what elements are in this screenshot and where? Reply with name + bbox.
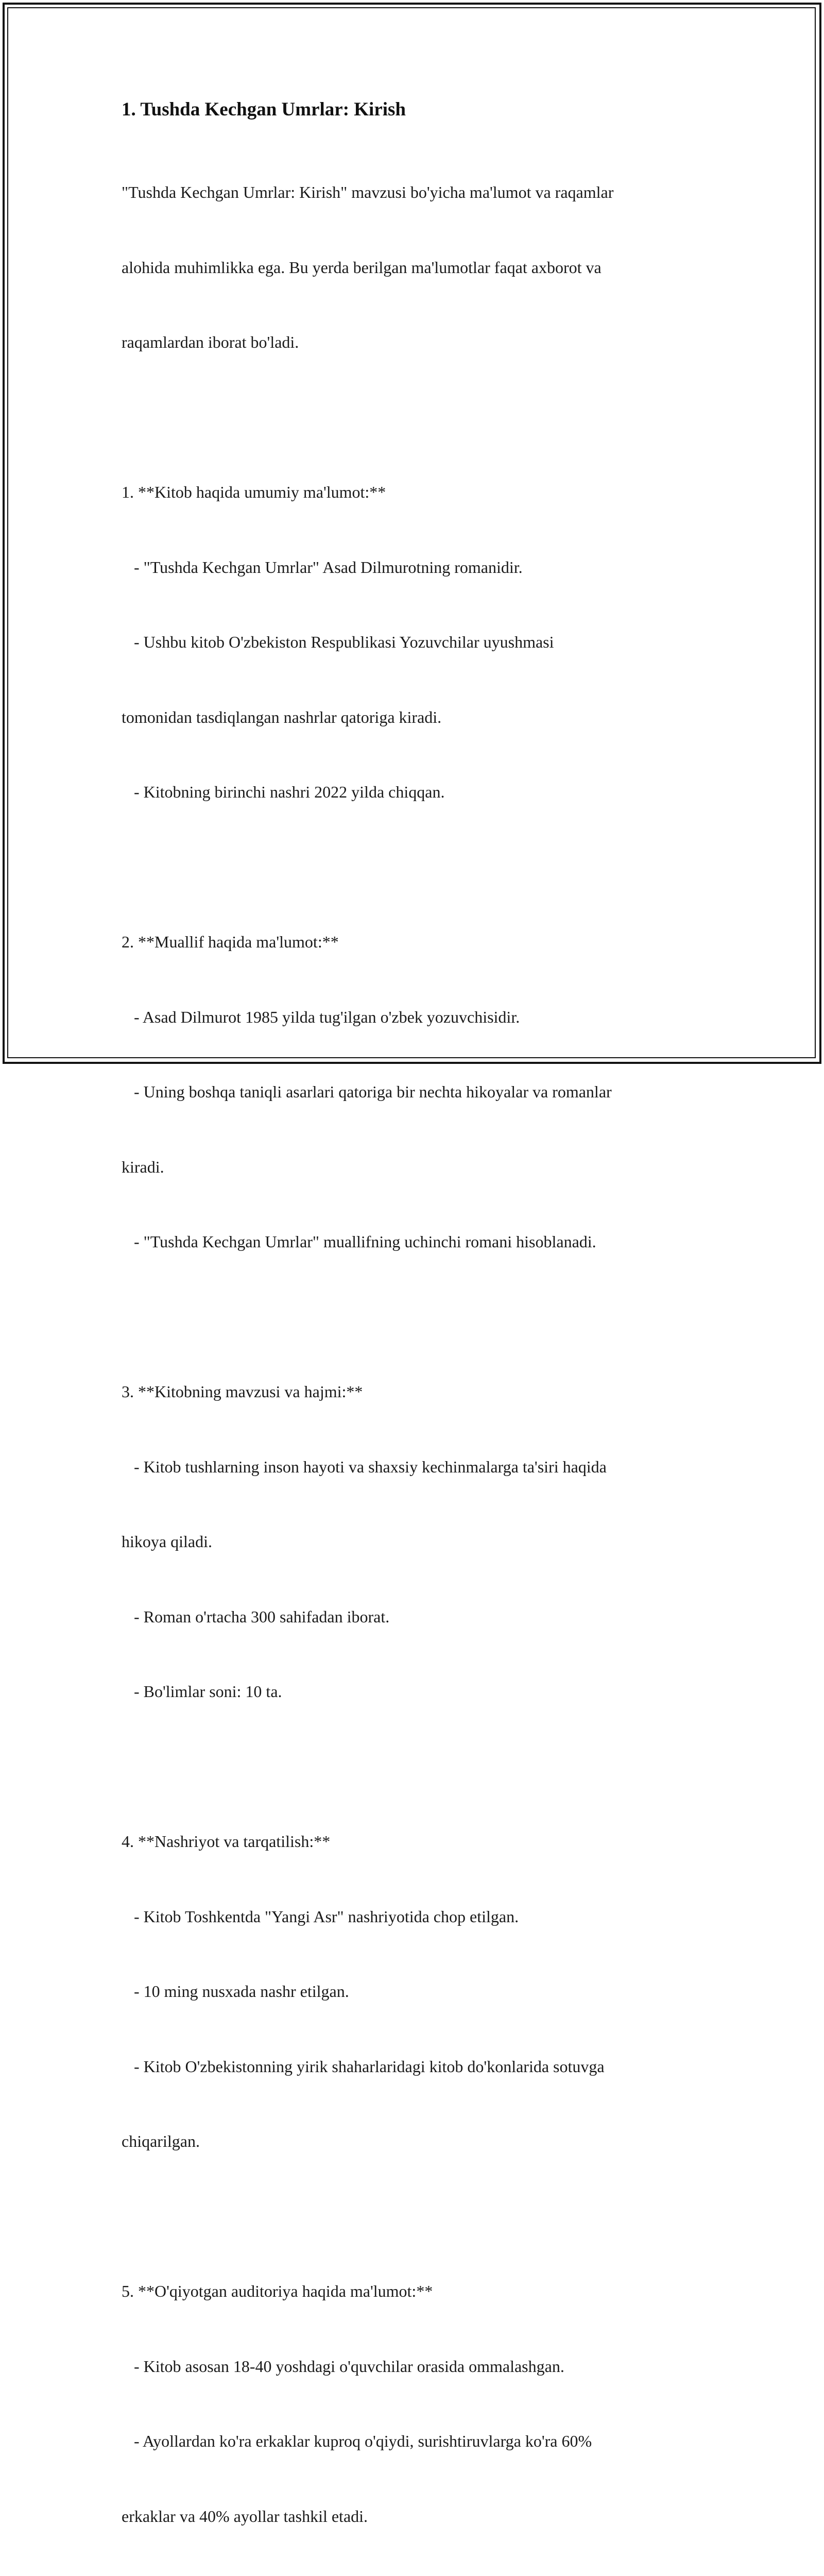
section-2 bbox=[122, 879, 703, 1304]
section-line: - Asad Dilmurot 1985 yilda tug'ilgan o'zbek yozuvchisidir. bbox=[122, 1007, 520, 1026]
intro-paragraph bbox=[122, 130, 703, 405]
section-heading: 1. **Kitob haqida umumiy ma'lumot:** bbox=[122, 483, 386, 501]
section-line: - Uning boshqa taniqli asarlari qatoriga bir nechta hikoyalar va romanlar bbox=[122, 1082, 612, 1101]
section-line: - Ayollardan ko'ra erkaklar kuproq o'qiydi, surishtiruvlarga ko'ra 60% bbox=[122, 2432, 592, 2450]
section-line: - Kitob O'zbekistonning yirik shaharlaridagi kitob do'konlarida sotuvga bbox=[122, 2057, 605, 2076]
section-line: - Kitob tushlarning inson hayoti va shaxsiy kechinmalarga ta'siri haqida bbox=[122, 1457, 607, 1476]
section-heading: 5. **O'qiyotgan auditoriya haqida ma'lumot:** bbox=[122, 2282, 433, 2300]
section-line: - Bo'limlar soni: 10 ta. bbox=[122, 1682, 282, 1701]
section-4 bbox=[122, 1779, 703, 2204]
section-line: kiradi. bbox=[122, 1157, 164, 1176]
section-line: - Kitob asosan 18-40 yoshdagi o'quvchilar orasida ommalashgan. bbox=[122, 2357, 564, 2376]
section-heading: 3. **Kitobning mavzusi va hajmi:** bbox=[122, 1382, 363, 1401]
section-line: - Kitob Toshkentda "Yangi Asr" nashriyotida chop etilgan. bbox=[122, 1907, 519, 1926]
section-line: erkaklar va 40% ayollar tashkil etadi. bbox=[122, 2506, 368, 2526]
intro-line: raqamlardan iborat bo'ladi. bbox=[122, 333, 299, 351]
spacer bbox=[122, 2204, 703, 2229]
section-line: - "Tushda Kechgan Umrlar" muallifning uchinchi romani hisoblanadi. bbox=[122, 1232, 596, 1251]
document-title: 1. Tushda Kechgan Umrlar: Kirish bbox=[122, 99, 406, 120]
intro-line: alohida muhimlikka ega. Bu yerda berilgan ma'lumotlar faqat axborot va bbox=[122, 258, 602, 277]
section-5 bbox=[122, 2229, 703, 2576]
document-body bbox=[122, 96, 703, 2576]
spacer bbox=[122, 855, 703, 880]
section-line: - "Tushda Kechgan Umrlar" Asad Dilmurotning romanidir. bbox=[122, 557, 523, 577]
section-heading: 4. **Nashriyot va tarqatilish:** bbox=[122, 1832, 331, 1851]
section-line: - Kitobning birinchi nashri 2022 yilda chiqqan. bbox=[122, 783, 445, 801]
section-line: tomonidan tasdiqlangan nashrlar qatoriga kiradi. bbox=[122, 707, 442, 726]
section-line: hikoya qiladi. bbox=[122, 1532, 212, 1551]
section-line: - Ushbu kitob O'zbekiston Respublikasi Yozuvchilar uyushmasi bbox=[122, 633, 554, 651]
section-line: - Roman o'rtacha 300 sahifadan iborat. bbox=[122, 1607, 390, 1626]
intro-line: "Tushda Kechgan Umrlar: Kirish" mavzusi bo'yicha ma'lumot va raqamlar bbox=[122, 183, 614, 201]
spacer bbox=[122, 1304, 703, 1330]
section-line: - 10 ming nusxada nashr etilgan. bbox=[122, 1982, 349, 2001]
section-1 bbox=[122, 430, 703, 855]
section-line: chiqarilgan. bbox=[122, 2132, 200, 2150]
section-heading: 2. **Muallif haqida ma'lumot:** bbox=[122, 933, 339, 951]
spacer bbox=[122, 1754, 703, 1780]
spacer bbox=[122, 405, 703, 430]
section-3 bbox=[122, 1329, 703, 1754]
